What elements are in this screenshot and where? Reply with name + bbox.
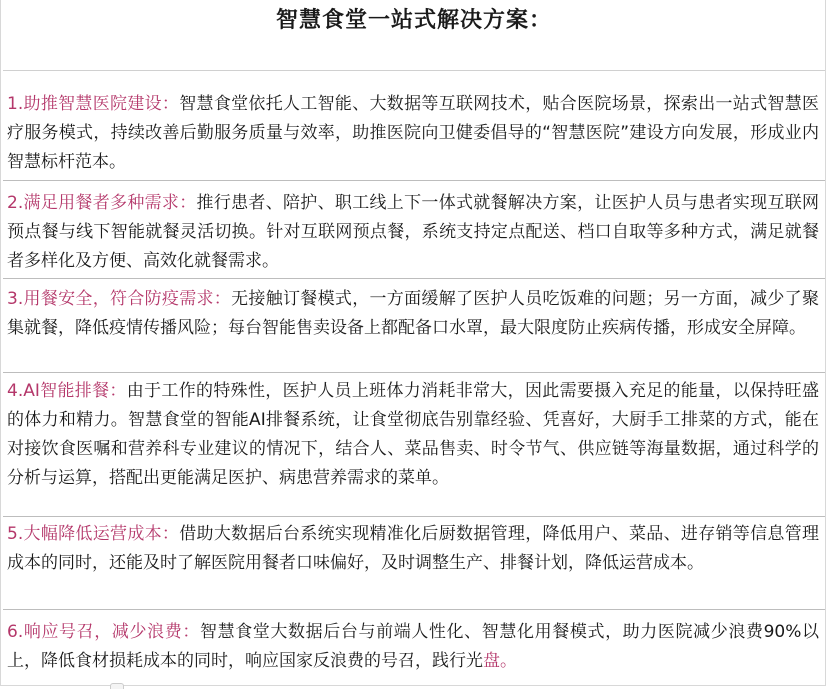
section-heading: 3.用餐安全，符合防疫需求： xyxy=(7,289,232,309)
section-body: 智慧食堂依托人工智能、大数据等互联网技术，贴合医院场景，探索出一站式智慧医疗服务模式，持续改善后勤服务质量与效率，助推医院向卫健委倡导的“智慧医院”建设方向发展，形成业内智慧标杆范本。 xyxy=(7,94,819,172)
section-heading: 1.助推智慧医院建设： xyxy=(7,94,180,114)
section-heading: 5.大幅降低运营成本： xyxy=(7,524,180,544)
section-smart-hospital xyxy=(7,90,819,177)
section-dining-safety xyxy=(7,285,819,343)
section-ai-meal-planning xyxy=(7,377,819,493)
section-divider xyxy=(3,516,825,517)
section-heading: 4.AI智能排餐： xyxy=(7,381,127,401)
section-heading: 2.满足用餐者多种需求： xyxy=(7,193,197,213)
page-title: 智慧食堂一站式解决方案： xyxy=(275,8,552,33)
title-divider xyxy=(3,70,825,71)
section-divider xyxy=(3,609,825,610)
section-diner-needs xyxy=(7,189,819,276)
section-body: 借助大数据后台系统实现精准化后厨数据管理，降低用户、菜品、进存销等信息管理成本的同时，还能及时了解医院用餐者口味偏好，及时调整生产、排餐计划，降低运营成本。 xyxy=(7,524,819,573)
section-body: 推行患者、陪护、职工线上下一体式就餐解决方案，让医护人员与患者实现互联网预点餐与线下智能就餐灵活切换。针对互联网预点餐，系统支持定点配送、档口自取等多种方式，满足就餐者多样化及方便、高效化就餐需求。 xyxy=(7,193,819,271)
section-divider xyxy=(3,278,825,279)
section-body: 无接触订餐模式，一方面缓解了医护人员吃饭难的问题；另一方面，减少了聚集就餐，降低疫情传播风险；每台智能售卖设备上都配备口水罩，最大限度防止疾病传播，形成安全屏障。 xyxy=(7,289,819,338)
section-divider xyxy=(3,372,825,373)
section-divider xyxy=(3,180,825,181)
section-body: 智慧食堂大数据后台与前端人性化、智慧化用餐模式，助力医院减少浪费90%以上，降低食材损耗成本的同时，响应国家反浪费的号召，践行光 xyxy=(7,622,819,671)
resize-handle[interactable] xyxy=(110,683,124,689)
section-body: 由于工作的特殊性，医护人员上班体力消耗非常大，因此需要摄入充足的能量，以保持旺盛的体力和精力。智慧食堂的智能AI排餐系统，让食堂彻底告别靠经验、凭喜好，大厨手工排菜的方式，能在对接饮食医嘱和营养科专业建议的情况下，结合人、菜品售卖、时令节气、供应链等海量数据，通过科学的分析与运算，搭配出更能满足医护、病患营养需求的菜单。 xyxy=(7,381,819,488)
section-heading: 6.响应号召，减少浪费： xyxy=(7,622,200,642)
section-cost-reduction xyxy=(7,520,819,578)
section-tail: 盘。 xyxy=(483,651,517,671)
section-reduce-waste xyxy=(7,618,819,676)
